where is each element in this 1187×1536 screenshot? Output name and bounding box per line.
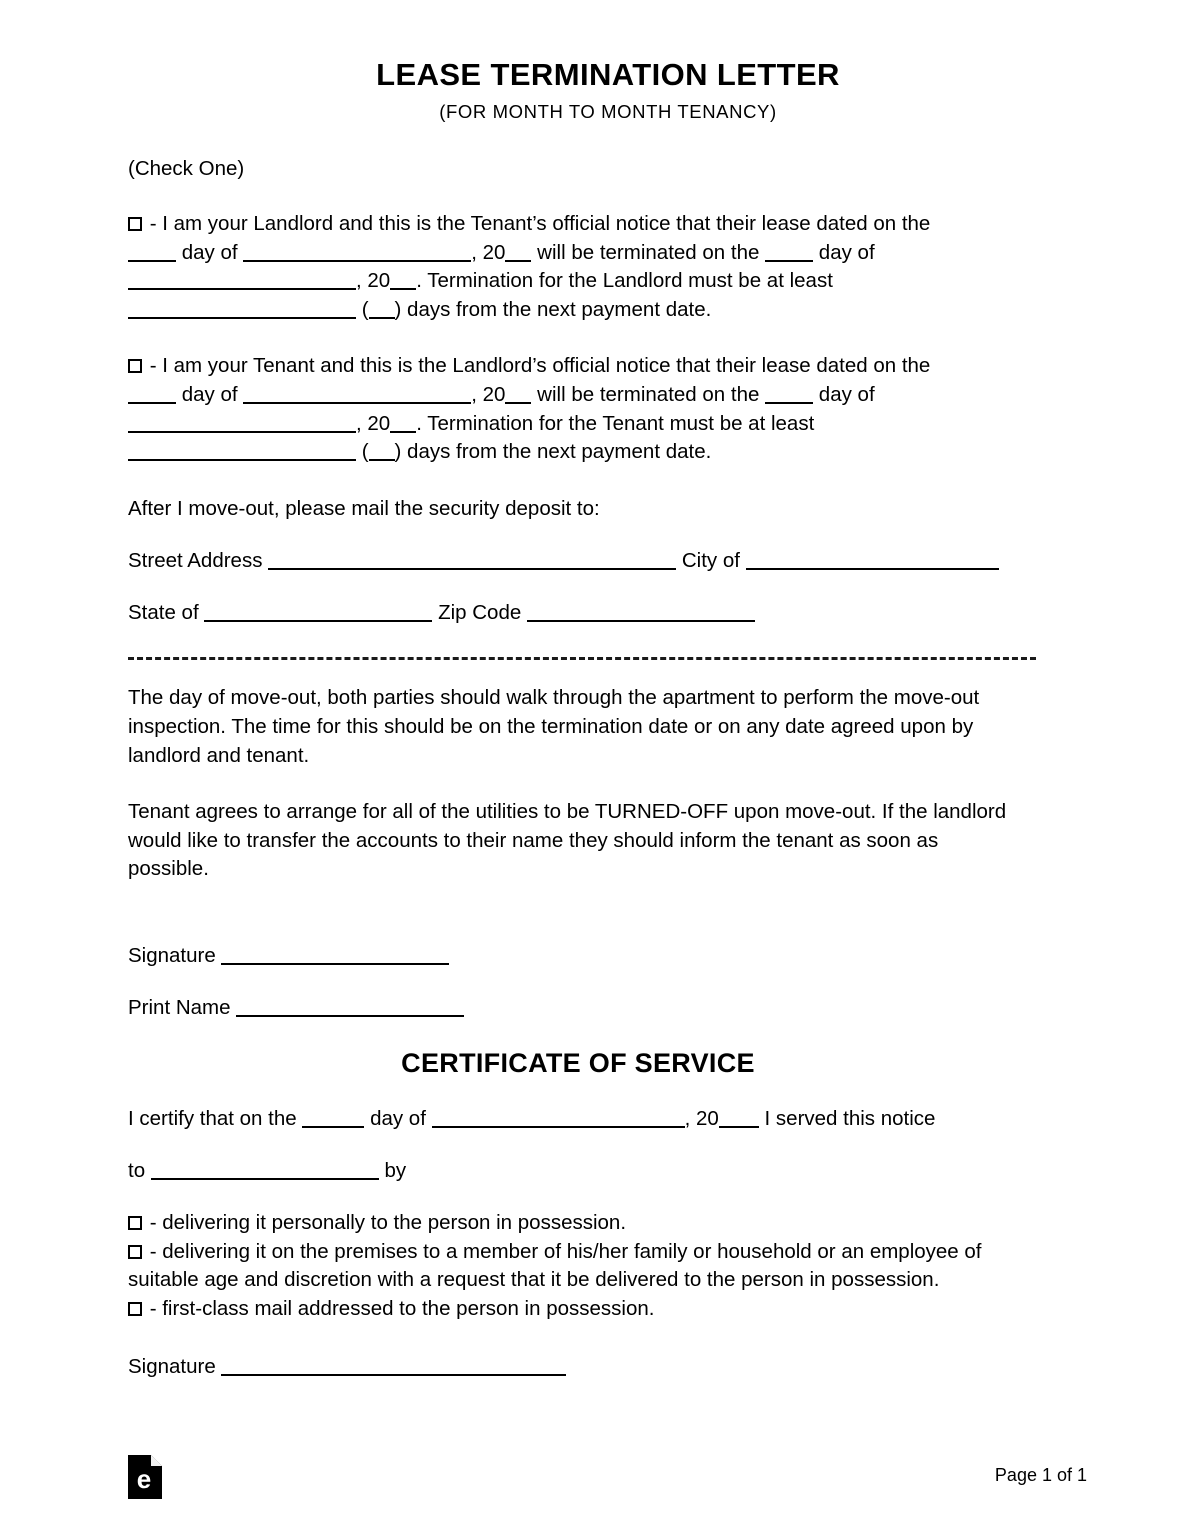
service-method-mail-label: - first-class mail addressed to the person in possession. [149,1296,655,1320]
state-zip-row [128,575,1088,627]
checkbox-service-premises[interactable] [128,1245,142,1259]
print-name-input[interactable] [236,997,464,1017]
utilities-clause: Tenant agrees to arrange for all of the utilities to be TURNED-OFF upon move-out. If the landlord would like to transfer the accounts to their name they should inform the tenant as soon as possible. [128,800,1007,881]
checkbox-landlord[interactable] [128,217,142,231]
certificate-line-2 [128,1133,1088,1185]
certificate-signature-row [128,1323,1088,1381]
landlord-option-line1: - I am your Landlord and this is the Tenant’s official notice that their lease dated on the [149,212,931,236]
tenant-term-year-prefix: , 20 [356,411,391,435]
city-label: City of [681,549,740,573]
certify-year-prefix: , 20 [684,1107,719,1131]
tenant-term-month-blank[interactable] [128,413,356,433]
served-to-input[interactable] [151,1160,379,1180]
landlord-termination-note: . Termination for the Landlord must be at least [416,269,833,293]
street-address-input[interactable] [268,550,676,570]
certify-day-of-label: day of [370,1107,426,1131]
tenant-year-blank[interactable] [505,384,531,404]
landlord-year-prefix: , 20 [471,240,506,264]
inspection-clause: The day of move-out, both parties should walk through the apartment to perform the move-out inspection. The time for this should be on the termination date or on any date agreed upon by landlord and tenant. [128,686,980,767]
signature-label: Signature [128,943,216,967]
page-number: Page 1 of 1 [994,1465,1087,1485]
page-title: LEASE TERMINATION LETTER [376,57,840,92]
tenant-term-year-blank[interactable] [390,413,416,433]
landlord-year-blank[interactable] [505,242,531,262]
tenant-days-open-paren: ( [361,440,369,464]
landlord-option-paragraph [128,182,1088,324]
signature-row [128,884,1088,970]
landlord-day-blank[interactable] [128,242,176,262]
tenant-year-prefix: , 20 [471,383,506,407]
certificate-line-1 [128,1079,1088,1133]
deposit-intro: After I move-out, please mail the security deposit to: [128,496,600,520]
checkbox-service-mail[interactable] [128,1302,142,1316]
landlord-terminated-label: will be terminated on the [537,240,760,264]
service-method-personal-label: - delivering it personally to the person in possession. [149,1211,627,1235]
tenant-term-day-blank[interactable] [765,384,813,404]
tenant-terminated-label: will be terminated on the [537,383,760,407]
landlord-month-blank[interactable] [243,242,471,262]
tenant-day-of-label: day of [181,383,238,407]
checkbox-tenant[interactable] [128,359,142,373]
served-to-label: to [128,1159,146,1183]
street-address-label: Street Address [128,549,263,573]
service-method-premises [128,1238,1038,1295]
eforms-logo-icon [128,1455,162,1499]
landlord-term-year-prefix: , 20 [356,269,391,293]
street-address-row [128,523,1088,575]
landlord-days-suffix: ) days from the next payment date. [394,297,712,321]
certificate-heading: CERTIFICATE OF SERVICE [401,1047,755,1078]
certify-day-blank[interactable] [302,1108,364,1128]
tenant-option-paragraph [128,324,1088,466]
eforms-logo-letter: e [136,1464,152,1494]
certify-year-blank[interactable] [719,1108,759,1128]
city-input[interactable] [746,550,999,570]
certify-prefix: I certify that on the [128,1107,297,1131]
document-content [128,0,1088,1381]
page-footer [128,1455,1087,1513]
tenant-termination-note: . Termination for the Tenant must be at least [416,411,815,435]
tenant-option-line1: - I am your Tenant and this is the Landlord’s official notice that their lease dated on the [149,354,931,378]
print-name-label: Print Name [128,995,231,1019]
state-input[interactable] [204,602,432,622]
landlord-term-month-blank[interactable] [128,270,356,290]
tenant-term-day-of-label: day of [818,383,875,407]
landlord-days-written-blank[interactable] [128,299,356,319]
tenant-days-suffix: ) days from the next payment date. [394,440,712,464]
signature-input[interactable] [221,945,449,965]
landlord-days-number-blank[interactable] [369,299,395,319]
print-name-row [128,970,1088,1022]
page-subtitle: (FOR MONTH TO MONTH TENANCY) [439,101,777,123]
service-method-personal [128,1185,1088,1238]
certify-month-blank[interactable] [432,1108,685,1128]
landlord-day-of-label: day of [181,240,238,264]
tenant-month-blank[interactable] [243,384,471,404]
checkbox-service-personal[interactable] [128,1216,142,1230]
state-label: State of [128,601,199,625]
service-method-premises-label: - delivering it on the premises to a member of his/her family or household or an employee of suitable age and discretion with a request that it be delivered to the person in possession. [128,1239,982,1292]
tenant-days-written-blank[interactable] [128,441,356,461]
certificate-signature-input[interactable] [221,1356,566,1376]
landlord-term-day-blank[interactable] [765,242,813,262]
tenant-day-blank[interactable] [128,384,176,404]
landlord-days-open-paren: ( [361,297,369,321]
served-by-label: by [384,1159,407,1183]
service-method-mail [128,1295,1088,1324]
zip-code-input[interactable] [527,602,755,622]
certificate-signature-label: Signature [128,1355,216,1379]
certify-suffix: I served this notice [764,1107,936,1131]
tenant-days-number-blank[interactable] [369,441,395,461]
check-one-label: (Check One) [128,157,245,181]
landlord-term-day-of-label: day of [818,240,875,264]
zip-code-label: Zip Code [438,601,522,625]
landlord-term-year-blank[interactable] [390,270,416,290]
